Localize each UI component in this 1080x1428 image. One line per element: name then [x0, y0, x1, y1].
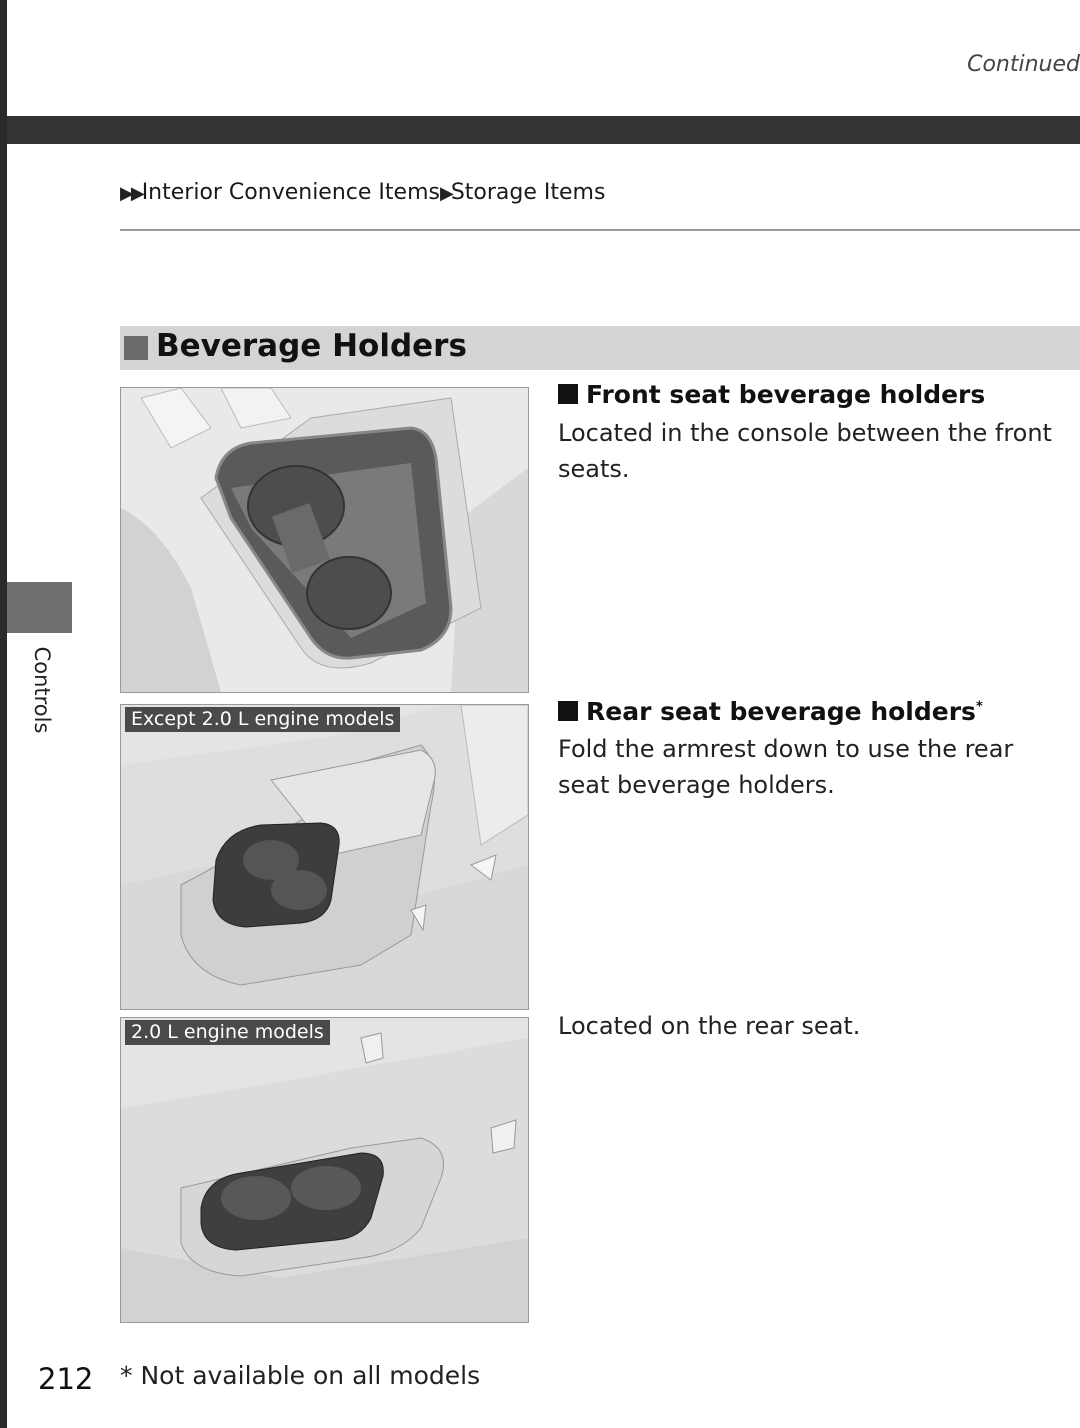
rear-holders-heading: Rear seat beverage holders*: [558, 697, 983, 726]
section-title: Beverage Holders: [156, 328, 467, 364]
side-tab[interactable]: [7, 582, 72, 633]
footnote: * Not available on all models: [120, 1361, 481, 1390]
rear-armrest-cupholder-icon: [121, 705, 528, 1009]
rear-seat-body: Located on the rear seat.: [558, 1012, 861, 1040]
front-console-figure: [120, 387, 529, 693]
header-bar: [7, 116, 1080, 144]
breadcrumb-item-storage[interactable]: Storage Items: [450, 180, 606, 205]
black-square-icon: [558, 701, 578, 721]
breadcrumb-item-interior[interactable]: Interior Convenience Items: [141, 180, 440, 205]
section-square-icon: [124, 336, 148, 360]
front-holders-heading: Front seat beverage holders: [558, 380, 985, 409]
black-square-icon: [558, 384, 578, 404]
rear-armrest-figure: [120, 704, 529, 1010]
rear-holders-body: Fold the armrest down to use the rear seat beverage holders.: [558, 735, 1014, 799]
rear-seat-figure: [120, 1017, 529, 1323]
page-number: 212: [38, 1362, 94, 1396]
front-holders-body: Located in the console between the front seats.: [558, 419, 1052, 483]
section-header: [120, 326, 1080, 370]
side-tab-label: Controls: [30, 646, 54, 734]
double-triangle-icon: ▶▶: [120, 183, 142, 204]
breadcrumb-divider: [120, 229, 1080, 231]
page-left-edge: [0, 0, 7, 1428]
asterisk-mark: *: [975, 699, 983, 715]
front-console-cupholder-icon: [121, 388, 528, 692]
triangle-icon: ▶: [439, 183, 451, 204]
figure-caption: 2.0 L engine models: [125, 1020, 330, 1045]
figure-caption: Except 2.0 L engine models: [125, 707, 400, 732]
rear-seat-cupholder-icon: [121, 1018, 528, 1322]
continued-label: Continued: [967, 52, 1080, 77]
breadcrumb: [120, 180, 605, 205]
